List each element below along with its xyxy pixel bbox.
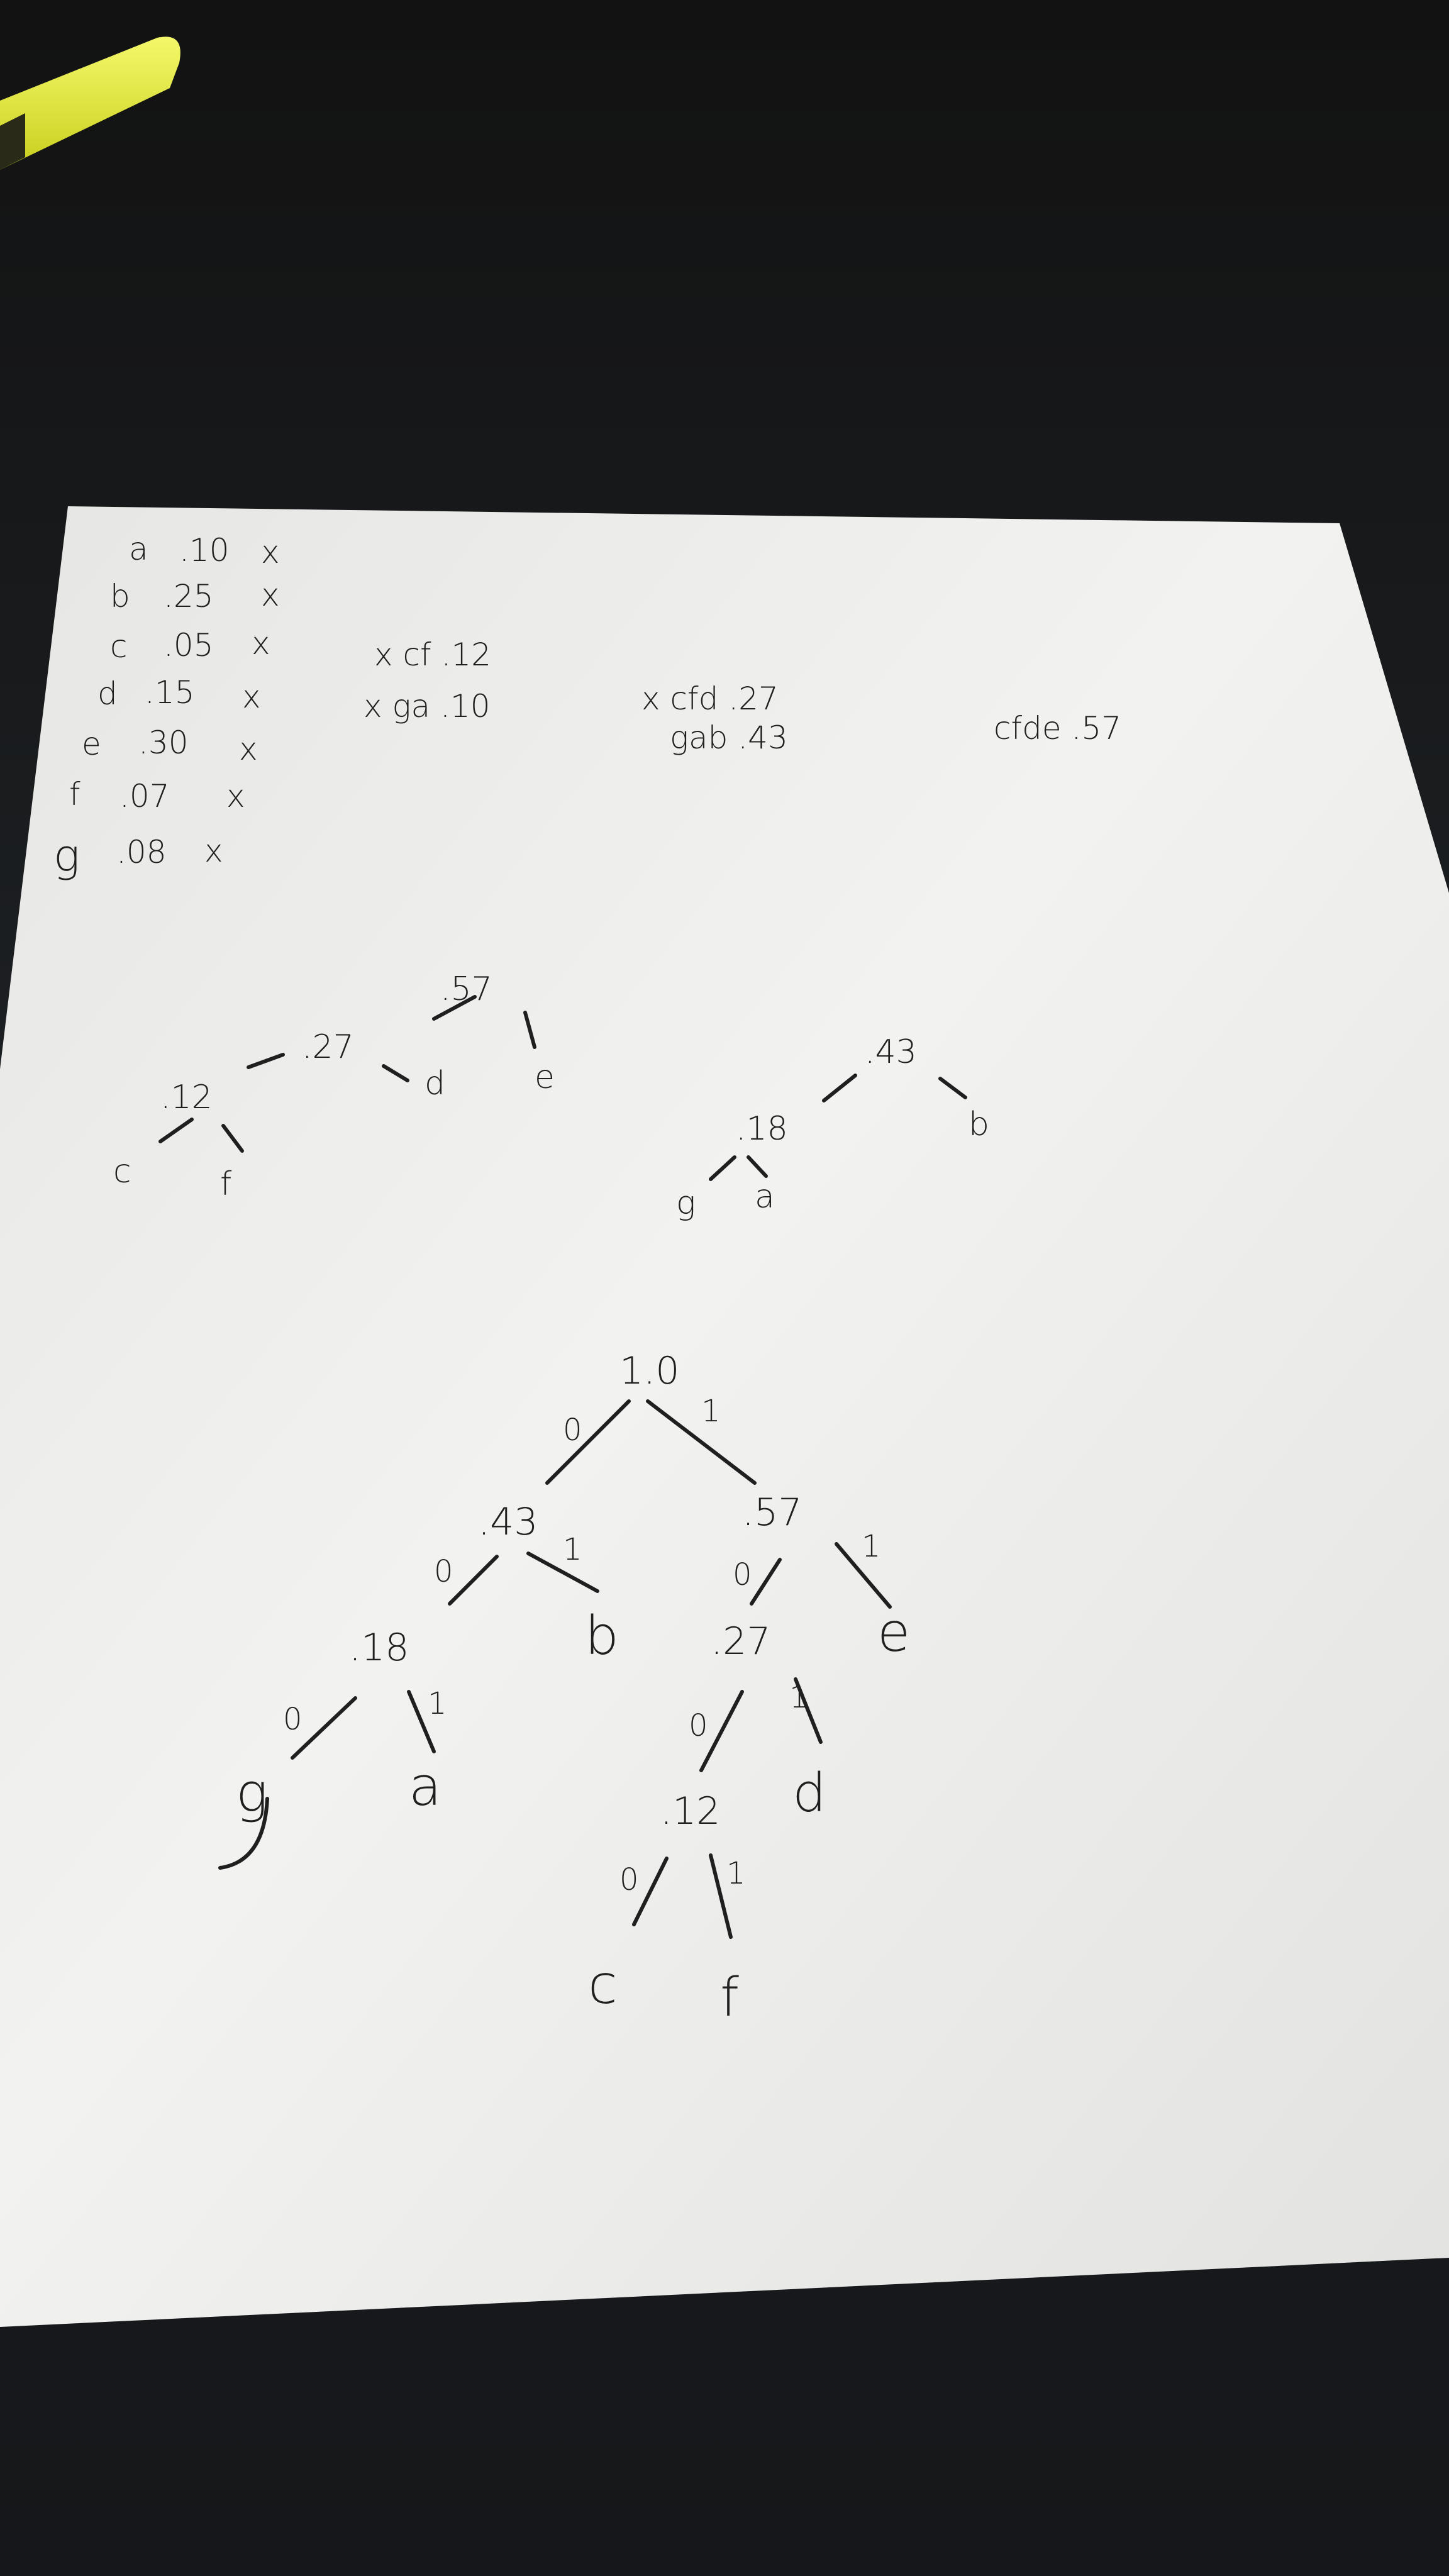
table-check: x	[204, 833, 223, 869]
table-prob: .07	[119, 778, 170, 814]
merge-step: cfde .57	[994, 710, 1122, 747]
tree-node: .57	[742, 1491, 802, 1535]
table-prob: .08	[116, 834, 167, 870]
leaf-label: d	[425, 1065, 446, 1102]
tree-node: .27	[711, 1619, 771, 1663]
node-value: .43	[865, 1033, 917, 1071]
edge-bit: 1	[701, 1394, 721, 1429]
tree-leaf: c	[588, 1954, 618, 2016]
paper-sheet	[0, 506, 1449, 2327]
table-prob: .10	[179, 532, 230, 569]
node-value: .57	[440, 970, 492, 1008]
tree-node-root: 1.0	[619, 1349, 680, 1393]
highlighter-marker	[0, 36, 180, 170]
leaf-label: e	[535, 1058, 555, 1096]
edge-bit: 0	[689, 1708, 708, 1743]
table-check: x	[226, 778, 245, 814]
tree-leaf: a	[409, 1756, 442, 1818]
table-prob: .30	[138, 724, 189, 761]
leaf-label: a	[755, 1178, 775, 1216]
merge-step: x cf .12	[374, 636, 491, 673]
table-prob: .05	[164, 627, 214, 663]
node-value: .27	[302, 1028, 354, 1066]
merge-step: gab .43	[670, 719, 788, 756]
tree-node: .18	[349, 1626, 409, 1670]
table-check: x	[242, 679, 261, 715]
edge-bit: 1	[563, 1532, 582, 1567]
table-symbol: c	[110, 628, 128, 665]
edge-bit: 0	[733, 1557, 752, 1592]
leaf-label: f	[220, 1165, 232, 1203]
table-symbol: b	[110, 578, 130, 614]
table-check: x	[252, 625, 270, 662]
tree-leaf: g	[236, 1762, 269, 1824]
table-symbol: e	[82, 726, 101, 762]
tree-leaf: b	[585, 1605, 619, 1667]
merge-step: x cfd .27	[641, 680, 779, 717]
leaf-label: c	[113, 1153, 131, 1191]
tree-leaf: f	[720, 1967, 739, 2029]
node-value: .18	[736, 1110, 788, 1148]
table-symbol: a	[129, 531, 148, 567]
edge-bit: 1	[789, 1680, 809, 1715]
node-value: .12	[160, 1079, 213, 1116]
table-symbol: g	[53, 830, 80, 882]
table-symbol: d	[97, 675, 118, 712]
leaf-label: g	[676, 1184, 696, 1222]
edge-bit: 1	[726, 1856, 746, 1891]
edge-bit: 1	[862, 1529, 881, 1564]
tree-leaf: d	[792, 1762, 826, 1824]
edge-bit: 0	[434, 1554, 453, 1589]
table-check: x	[261, 534, 280, 570]
tree-node: .43	[478, 1500, 538, 1544]
table-prob: .25	[164, 578, 214, 614]
edge-bit: 1	[428, 1686, 447, 1721]
table-check: x	[239, 731, 258, 767]
table-check: x	[261, 577, 280, 613]
table-prob: .15	[145, 674, 195, 711]
tree-leaf: e	[877, 1602, 911, 1664]
edge-bit: 0	[283, 1702, 303, 1737]
edge-bit: 0	[619, 1862, 639, 1897]
table-symbol: f	[69, 776, 80, 813]
leaf-label: b	[969, 1106, 990, 1143]
merge-step: x ga .10	[364, 688, 491, 724]
tree-node: .12	[660, 1789, 721, 1833]
edge-bit: 0	[563, 1413, 582, 1448]
